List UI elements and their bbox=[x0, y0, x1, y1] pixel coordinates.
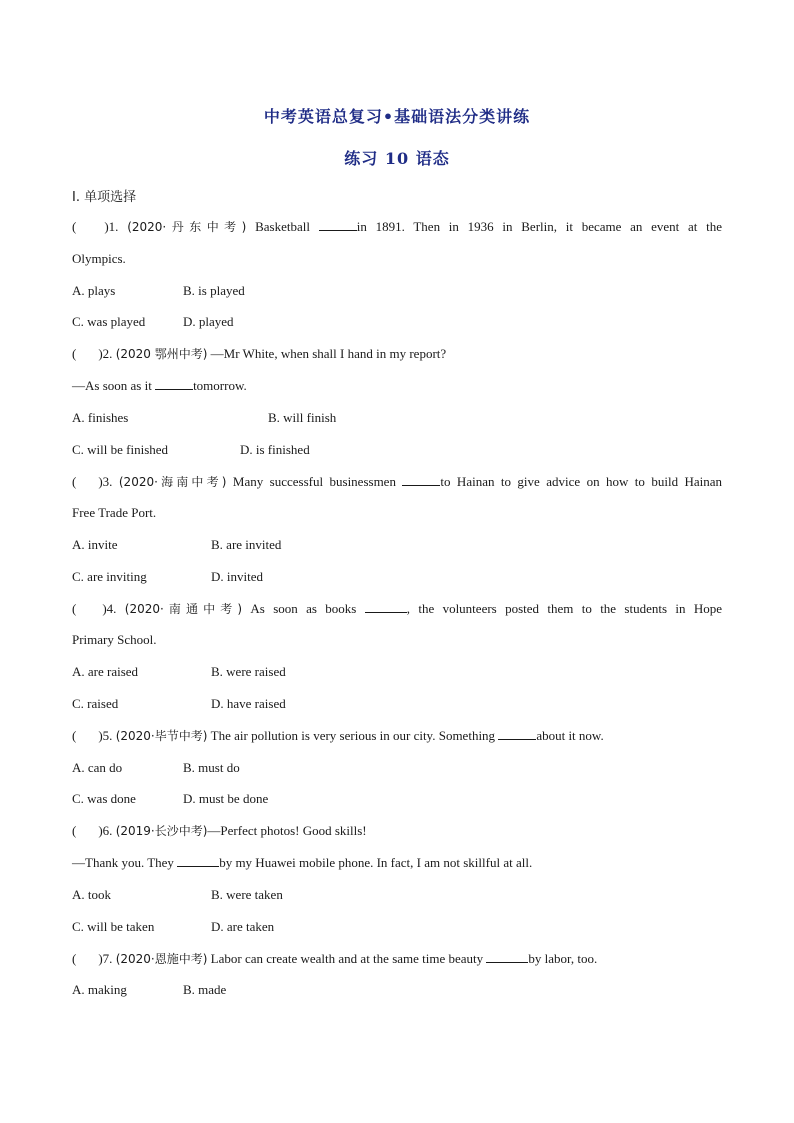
section-heading: Ⅰ. 单项选择 bbox=[72, 190, 137, 205]
q1-option-d: D. played bbox=[183, 314, 234, 329]
q1-option-a: A. plays bbox=[72, 283, 116, 298]
question-1-stem: ( )1. (2020·丹东中考) Basketball in 1891. Then in 1936 in Berlin, it became an event at the bbox=[72, 219, 723, 234]
question-source: (2020 鄂州中考) bbox=[115, 347, 208, 361]
q5-option-a: A. can do bbox=[72, 760, 123, 775]
q3-option-c: C. are inviting bbox=[72, 569, 147, 584]
q5-option-d: D. must be done bbox=[183, 791, 269, 806]
q7-option-a: A. making bbox=[72, 982, 127, 997]
q1-option-c: C. was played bbox=[72, 314, 146, 329]
question-source: (2020·海南中考) bbox=[118, 475, 227, 489]
question-2-stem-cont: —As soon as it tomorrow. bbox=[72, 378, 247, 393]
q4-option-d: D. have raised bbox=[211, 696, 286, 711]
question-6-stem: ( )6. (2019·长沙中考)—Perfect photos! Good skills! bbox=[72, 823, 367, 838]
question-3-stem-cont: Free Trade Port. bbox=[72, 505, 157, 520]
q2-option-b: B. will finish bbox=[268, 410, 337, 425]
question-7-stem: ( )7. (2020·恩施中考) Labor can create wealth and at the same time beauty by labor, too. bbox=[72, 951, 598, 966]
question-4-stem-cont: Primary School. bbox=[72, 632, 157, 647]
question-4-stem: ( )4. (2020·南通中考) As soon as books , the volunteers posted them to the students in Hope bbox=[72, 601, 723, 616]
question-source: (2020·毕节中考) bbox=[115, 729, 208, 743]
q3-option-a: A. invite bbox=[72, 537, 118, 552]
question-3-stem: ( )3. (2020·海南中考) Many successful businessmen to Hainan to give advice on how to build Hainan bbox=[72, 474, 723, 489]
q6-option-b: B. were taken bbox=[211, 887, 283, 902]
q4-option-b: B. were raised bbox=[211, 664, 286, 679]
question-6-stem-cont: —Thank you. They by my Huawei mobile phone. In fact, I am not skillful at all. bbox=[72, 855, 533, 870]
answer-blank bbox=[498, 727, 536, 740]
document-title: 中考英语总复习•基础语法分类讲练 bbox=[263, 107, 531, 126]
answer-blank bbox=[486, 950, 528, 963]
q2-option-d: D. is finished bbox=[240, 442, 310, 457]
q7-option-b: B. made bbox=[183, 982, 227, 997]
answer-blank bbox=[177, 854, 219, 867]
answer-blank bbox=[365, 600, 407, 613]
answer-blank bbox=[402, 473, 440, 486]
document-subtitle: 练习 10 语态 bbox=[344, 149, 450, 168]
answer-blank bbox=[319, 218, 357, 231]
question-source: (2019·长沙中考) bbox=[115, 824, 208, 838]
q3-option-b: B. are invited bbox=[211, 537, 282, 552]
q2-option-c: C. will be finished bbox=[72, 442, 169, 457]
q6-option-c: C. will be taken bbox=[72, 919, 155, 934]
q3-option-d: D. invited bbox=[211, 569, 263, 584]
q4-option-a: A. are raised bbox=[72, 664, 139, 679]
q6-option-a: A. took bbox=[72, 887, 111, 902]
q2-option-a: A. finishes bbox=[72, 410, 129, 425]
q1-option-b: B. is played bbox=[183, 283, 245, 298]
answer-blank bbox=[155, 377, 193, 390]
q6-option-d: D. are taken bbox=[211, 919, 275, 934]
question-source: (2020·恩施中考) bbox=[115, 952, 208, 966]
question-2-stem: ( )2. (2020 鄂州中考) —Mr White, when shall I hand in my report? bbox=[72, 346, 447, 361]
q5-option-b: B. must do bbox=[183, 760, 240, 775]
question-5-stem: ( )5. (2020·毕节中考) The air pollution is very serious in our city. Something about it now. bbox=[72, 728, 604, 743]
question-1-stem-cont: Olympics. bbox=[72, 251, 126, 266]
question-source: (2020·南通中考) bbox=[124, 602, 243, 616]
q4-option-c: C. raised bbox=[72, 696, 119, 711]
question-source: (2020·丹东中考) bbox=[127, 220, 247, 234]
q5-option-c: C. was done bbox=[72, 791, 136, 806]
